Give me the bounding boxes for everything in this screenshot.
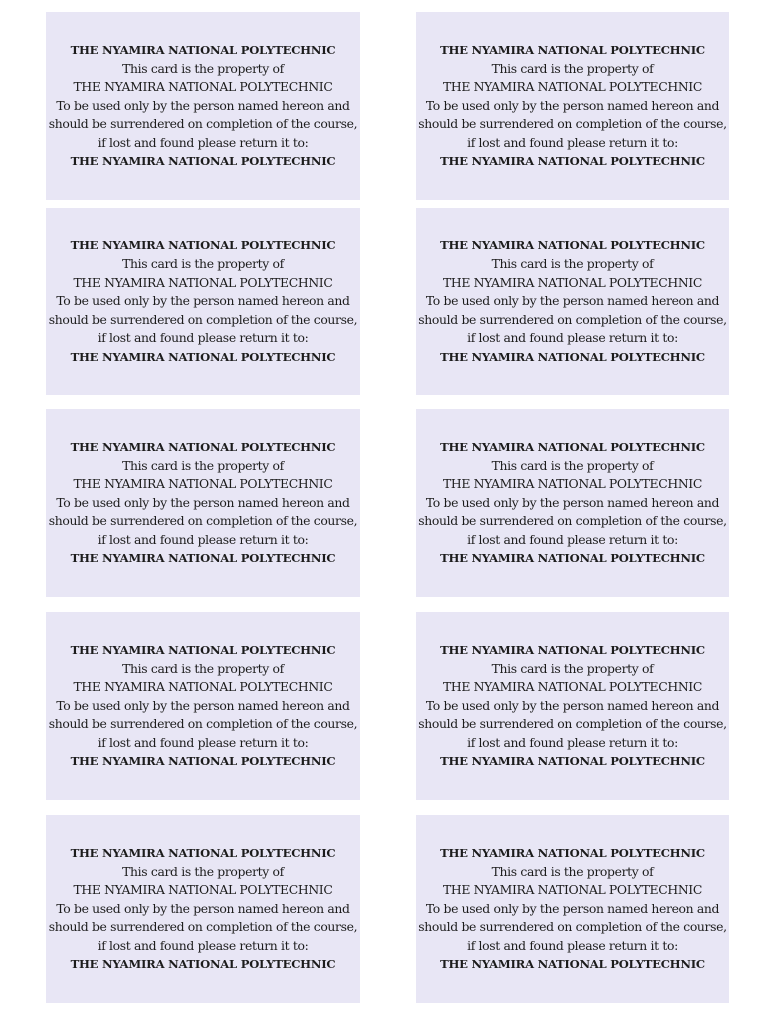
property-card-2 — [416, 12, 729, 200]
usage-line: To be used only by the person named hereon and — [56, 494, 350, 510]
return-to-line: THE NYAMIRA NATIONAL POLYTECHNIC — [70, 349, 336, 364]
property-line: This card is the property of — [122, 60, 284, 76]
return-to-line: THE NYAMIRA NATIONAL POLYTECHNIC — [440, 551, 705, 566]
lost-line: if lost and found please return it to: — [467, 330, 678, 346]
surrender-line: should be surrendered on completion of the course, — [48, 513, 358, 529]
surrender-line: should be surrendered on completion of the course, — [48, 716, 358, 732]
surrender-line: should be surrendered on completion of the course, — [418, 311, 727, 327]
usage-line: To be used only by the person named hereon and — [56, 293, 350, 309]
surrender-line: should be surrendered on completion of the course, — [418, 116, 727, 132]
return-to-line: THE NYAMIRA NATIONAL POLYTECHNIC — [440, 349, 705, 364]
return-to-line: THE NYAMIRA NATIONAL POLYTECHNIC — [70, 957, 336, 972]
property-card-5 — [46, 409, 360, 597]
usage-line: To be used only by the person named hereon and — [425, 293, 720, 309]
institution-line: THE NYAMIRA NATIONAL POLYTECHNIC — [443, 274, 702, 290]
return-to-line: THE NYAMIRA NATIONAL POLYTECHNIC — [70, 154, 336, 169]
institution-line: THE NYAMIRA NATIONAL POLYTECHNIC — [443, 882, 702, 898]
card-heading: THE NYAMIRA NATIONAL POLYTECHNIC — [70, 42, 336, 57]
card-heading: THE NYAMIRA NATIONAL POLYTECHNIC — [440, 42, 705, 57]
lost-line: if lost and found please return it to: — [97, 937, 309, 953]
usage-line: To be used only by the person named hereon and — [425, 494, 720, 510]
lost-line: if lost and found please return it to: — [467, 734, 678, 750]
property-card-8 — [416, 612, 729, 800]
lost-line: if lost and found please return it to: — [467, 134, 678, 150]
lost-line: if lost and found please return it to: — [97, 134, 309, 150]
return-to-line: THE NYAMIRA NATIONAL POLYTECHNIC — [70, 551, 336, 566]
institution-line: THE NYAMIRA NATIONAL POLYTECHNIC — [73, 679, 333, 695]
card-heading: THE NYAMIRA NATIONAL POLYTECHNIC — [440, 642, 705, 657]
property-card-4 — [416, 208, 729, 395]
property-line: This card is the property of — [491, 457, 654, 473]
property-line: This card is the property of — [491, 60, 654, 76]
institution-line: THE NYAMIRA NATIONAL POLYTECHNIC — [443, 679, 702, 695]
property-card-3 — [46, 208, 360, 395]
usage-line: To be used only by the person named hereon and — [425, 900, 720, 916]
surrender-line: should be surrendered on completion of the course, — [48, 919, 358, 935]
lost-line: if lost and found please return it to: — [97, 330, 309, 346]
property-card-1 — [46, 12, 360, 200]
card-heading: THE NYAMIRA NATIONAL POLYTECHNIC — [440, 845, 705, 860]
institution-line: THE NYAMIRA NATIONAL POLYTECHNIC — [443, 79, 702, 95]
surrender-line: should be surrendered on completion of the course, — [418, 919, 727, 935]
surrender-line: should be surrendered on completion of the course, — [418, 513, 727, 529]
institution-line: THE NYAMIRA NATIONAL POLYTECHNIC — [73, 79, 333, 95]
property-line: This card is the property of — [122, 660, 284, 676]
card-heading: THE NYAMIRA NATIONAL POLYTECHNIC — [440, 238, 705, 253]
surrender-line: should be surrendered on completion of the course, — [48, 311, 358, 327]
usage-line: To be used only by the person named hereon and — [56, 97, 350, 113]
lost-line: if lost and found please return it to: — [97, 734, 309, 750]
return-to-line: THE NYAMIRA NATIONAL POLYTECHNIC — [440, 154, 705, 169]
return-to-line: THE NYAMIRA NATIONAL POLYTECHNIC — [440, 957, 705, 972]
institution-line: THE NYAMIRA NATIONAL POLYTECHNIC — [443, 476, 702, 492]
return-to-line: THE NYAMIRA NATIONAL POLYTECHNIC — [440, 754, 705, 769]
lost-line: if lost and found please return it to: — [467, 531, 678, 547]
card-heading: THE NYAMIRA NATIONAL POLYTECHNIC — [440, 439, 705, 454]
property-line: This card is the property of — [491, 256, 654, 272]
surrender-line: should be surrendered on completion of the course, — [418, 716, 727, 732]
property-line: This card is the property of — [122, 863, 284, 879]
property-card-7 — [46, 612, 360, 800]
usage-line: To be used only by the person named hereon and — [56, 697, 350, 713]
usage-line: To be used only by the person named hereon and — [56, 900, 350, 916]
institution-line: THE NYAMIRA NATIONAL POLYTECHNIC — [73, 882, 333, 898]
usage-line: To be used only by the person named hereon and — [425, 697, 720, 713]
property-card-9 — [46, 815, 360, 1003]
lost-line: if lost and found please return it to: — [467, 937, 678, 953]
surrender-line: should be surrendered on completion of the course, — [48, 116, 358, 132]
lost-line: if lost and found please return it to: — [97, 531, 309, 547]
institution-line: THE NYAMIRA NATIONAL POLYTECHNIC — [73, 476, 333, 492]
card-heading: THE NYAMIRA NATIONAL POLYTECHNIC — [70, 439, 336, 454]
property-line: This card is the property of — [122, 457, 284, 473]
return-to-line: THE NYAMIRA NATIONAL POLYTECHNIC — [70, 754, 336, 769]
usage-line: To be used only by the person named hereon and — [425, 97, 720, 113]
card-heading: THE NYAMIRA NATIONAL POLYTECHNIC — [70, 845, 336, 860]
card-heading: THE NYAMIRA NATIONAL POLYTECHNIC — [70, 642, 336, 657]
property-card-10 — [416, 815, 729, 1003]
institution-line: THE NYAMIRA NATIONAL POLYTECHNIC — [73, 274, 333, 290]
property-line: This card is the property of — [491, 660, 654, 676]
card-heading: THE NYAMIRA NATIONAL POLYTECHNIC — [70, 238, 336, 253]
property-card-6 — [416, 409, 729, 597]
property-line: This card is the property of — [491, 863, 654, 879]
property-line: This card is the property of — [122, 256, 284, 272]
